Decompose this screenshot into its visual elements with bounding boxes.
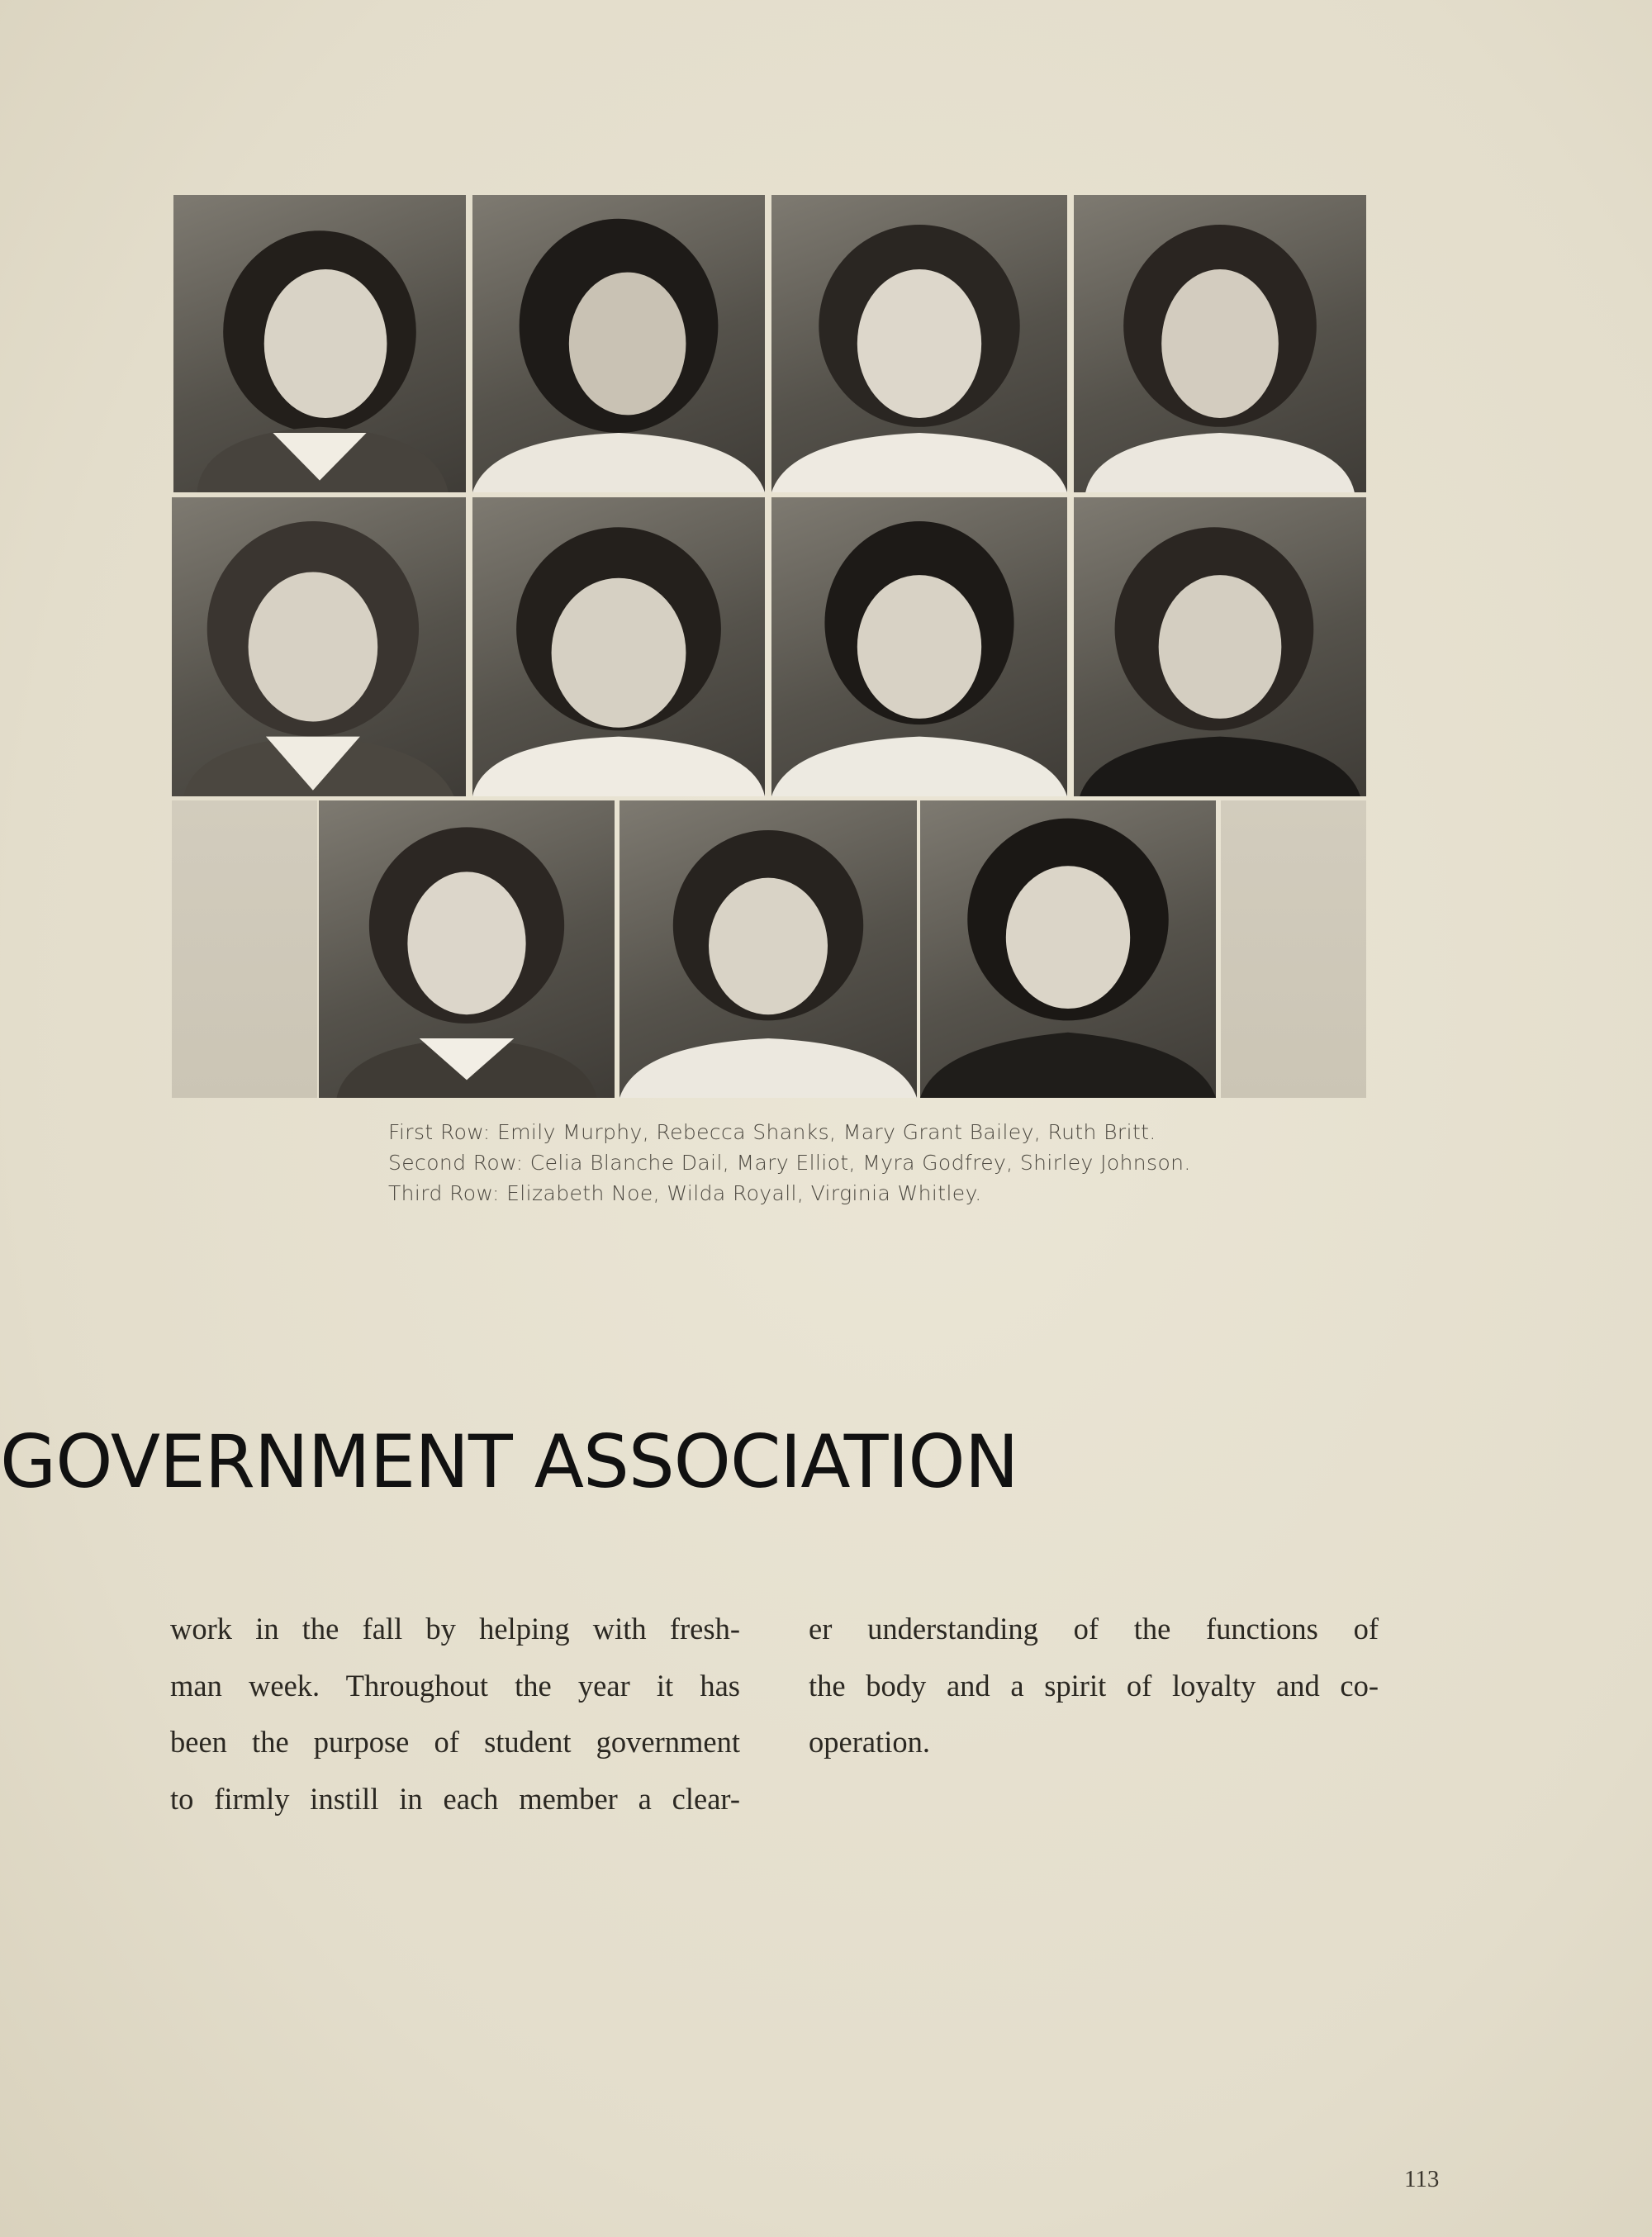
- portrait-photo: [319, 800, 615, 1098]
- section-heading: GOVERNMENT ASSOCIATION: [0, 1419, 1018, 1504]
- portrait-photo: [472, 497, 765, 796]
- portrait-photo: [920, 800, 1216, 1098]
- body-line: operation.: [809, 1725, 930, 1759]
- portrait-figure: [920, 800, 1216, 1098]
- portrait-photo: [472, 195, 765, 492]
- portrait-figure: [1074, 195, 1366, 492]
- body-line: the body and a spirit of loyalty and co-: [809, 1668, 1379, 1703]
- photo-caption: [388, 1117, 1297, 1209]
- body-line: been the purpose of student government: [170, 1725, 740, 1759]
- body-line: er understanding of the functions of: [809, 1612, 1379, 1646]
- caption-row: Third Row: Elizabeth Noe, Wilda Royall, Virginia Whitley.: [388, 1181, 982, 1205]
- body-line: to firmly instill in each member a clear-: [170, 1781, 740, 1816]
- portrait-figure: [771, 195, 1067, 492]
- portrait-figure: [620, 800, 917, 1098]
- body-text-left-column: [170, 1601, 740, 1827]
- portrait-photo: [620, 800, 917, 1098]
- caption-row: Second Row: Celia Blanche Dail, Mary Elliot, Myra Godfrey, Shirley Johnson.: [388, 1151, 1191, 1175]
- portrait-figure: [472, 497, 765, 796]
- portrait-grid: [173, 195, 1366, 1098]
- blank-panel: [172, 800, 317, 1098]
- portrait-photo: [172, 497, 466, 796]
- portrait-figure: [173, 195, 466, 492]
- portrait-figure: [1074, 497, 1366, 796]
- body-line: man week. Throughout the year it has: [170, 1668, 740, 1703]
- portrait-photo: [771, 195, 1067, 492]
- portrait-figure: [319, 800, 615, 1098]
- body-line: work in the fall by helping with fresh-: [170, 1612, 740, 1646]
- portrait-figure: [771, 497, 1067, 796]
- portrait-figure: [472, 195, 765, 492]
- portrait-photo: [1074, 497, 1366, 796]
- portrait-photo: [173, 195, 466, 492]
- portrait-figure: [172, 497, 466, 796]
- portrait-photo: [771, 497, 1067, 796]
- page-number: 113: [1404, 2166, 1440, 2192]
- caption-row: First Row: Emily Murphy, Rebecca Shanks, Mary Grant Bailey, Ruth Britt.: [388, 1120, 1156, 1144]
- body-text-right-column: [809, 1601, 1379, 1771]
- portrait-photo: [1074, 195, 1366, 492]
- blank-panel: [1221, 800, 1366, 1098]
